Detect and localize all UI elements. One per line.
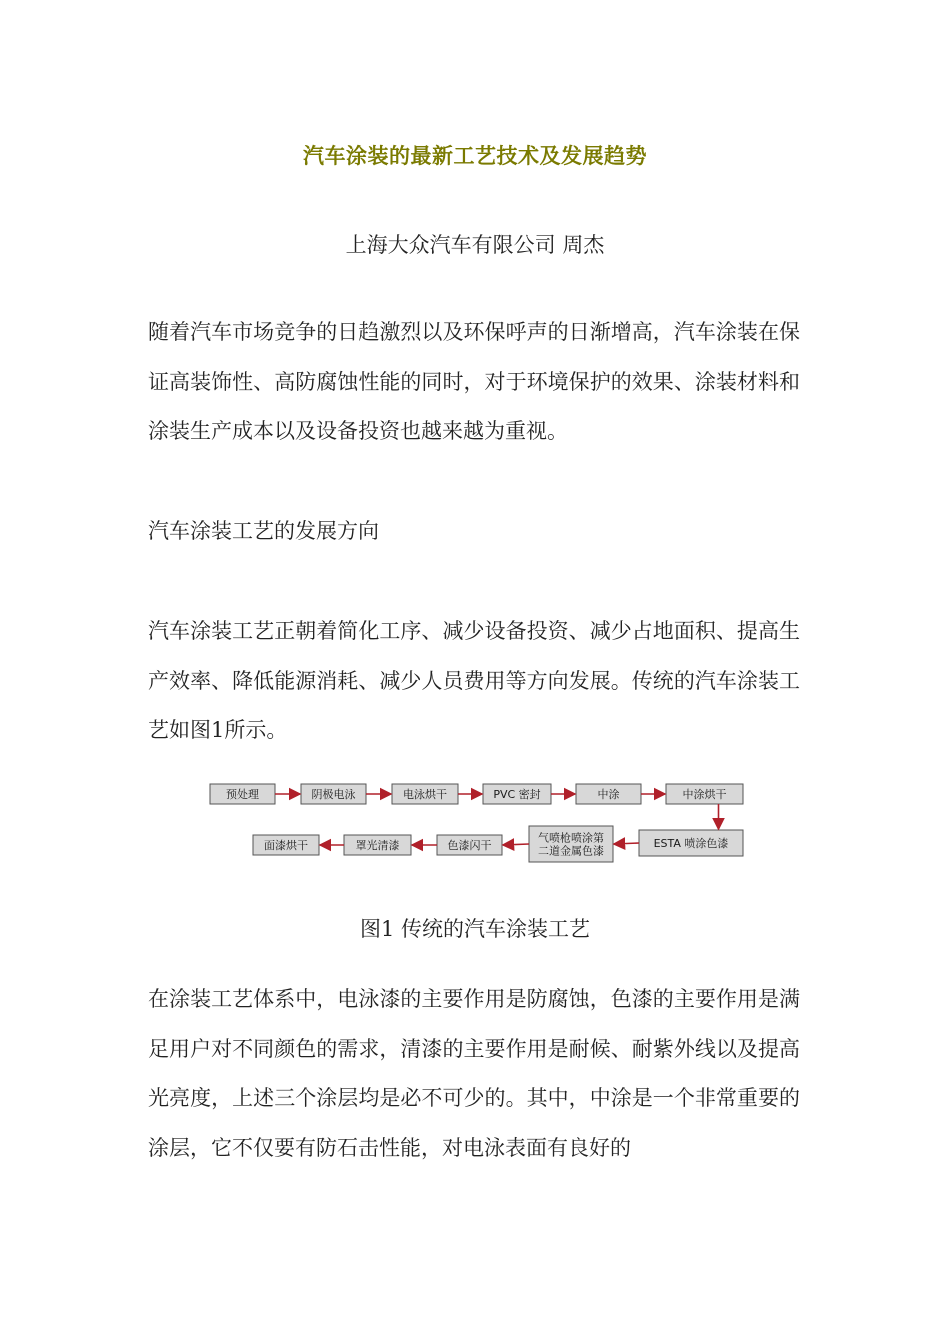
flowchart-svg <box>205 775 750 867</box>
flow-box-label: 面漆烘干 <box>264 839 308 852</box>
flow-step-top-3 <box>483 784 551 804</box>
document-author: 上海大众汽车有限公司 周杰 <box>345 233 605 257</box>
figure-caption: 图1 传统的汽车涂装工艺 <box>359 917 591 941</box>
flow-step-top-5 <box>666 784 743 804</box>
flow-step-top-1 <box>301 784 366 804</box>
flow-box-label: 中涂烘干 <box>682 788 727 801</box>
flow-box-label: 中涂 <box>597 788 620 801</box>
flow-box-label: ESTA 喷涂色漆 <box>653 837 729 850</box>
flow-box-label: 气喷枪喷涂第 <box>538 831 604 845</box>
flow-arrow <box>503 844 529 845</box>
flow-box-label: 色漆闪干 <box>447 839 492 852</box>
flow-step-top-2 <box>392 784 458 804</box>
paragraph-coating-system: 在涂装工艺体系中，电泳漆的主要作用是防腐蚀，色漆的主要作用是满足用户对不同颜色的需求，清漆的主要作用是耐候、耐紫外线以及提高光亮度，上述三个涂层均是必不可少的。其中，中涂是一个非常重要的涂层，它不仅要有防石击性能，对电泳表面有良好的 <box>148 987 800 1160</box>
paragraph-intro: 随着汽车市场竞争的日趋激烈以及环保呼声的日渐增高，汽车涂装在保证高装饰性、高防腐蚀性能的同时，对于环境保护的效果、涂装材料和涂装生产成本以及设备投资也越来越为重视。 <box>148 320 800 443</box>
flow-box-label: 阴极电泳 <box>311 788 356 801</box>
flow-step-bottom-2 <box>437 835 502 855</box>
flow-step-top-0 <box>210 784 275 804</box>
section-heading: 汽车涂装工艺的发展方向 <box>148 519 379 543</box>
paragraph-development: 汽车涂装工艺正朝着简化工序、减少设备投资、减少占地面积、提高生产效率、降低能源消耗、减少人员费用等方向发展。传统的汽车涂装工艺如图1所示。 <box>148 619 800 742</box>
flow-step-top-4 <box>576 784 641 804</box>
flow-step-bottom-3 <box>529 826 613 862</box>
document-title: 汽车涂装的最新工艺技术及发展趋势 <box>303 144 647 168</box>
flow-step-bottom-1 <box>344 835 411 855</box>
process-flowchart <box>205 775 750 867</box>
flow-box-label: 电泳烘干 <box>403 788 447 801</box>
flow-step-bottom-0 <box>253 835 319 855</box>
flow-box-label: 二道金属色漆 <box>538 844 604 858</box>
flow-box-label: 罩光清漆 <box>355 839 400 852</box>
flow-arrow <box>614 843 639 844</box>
flow-box-label: 预处理 <box>226 788 259 801</box>
flow-box-label: PVC 密封 <box>493 788 541 801</box>
flow-step-bottom-4 <box>639 830 743 856</box>
